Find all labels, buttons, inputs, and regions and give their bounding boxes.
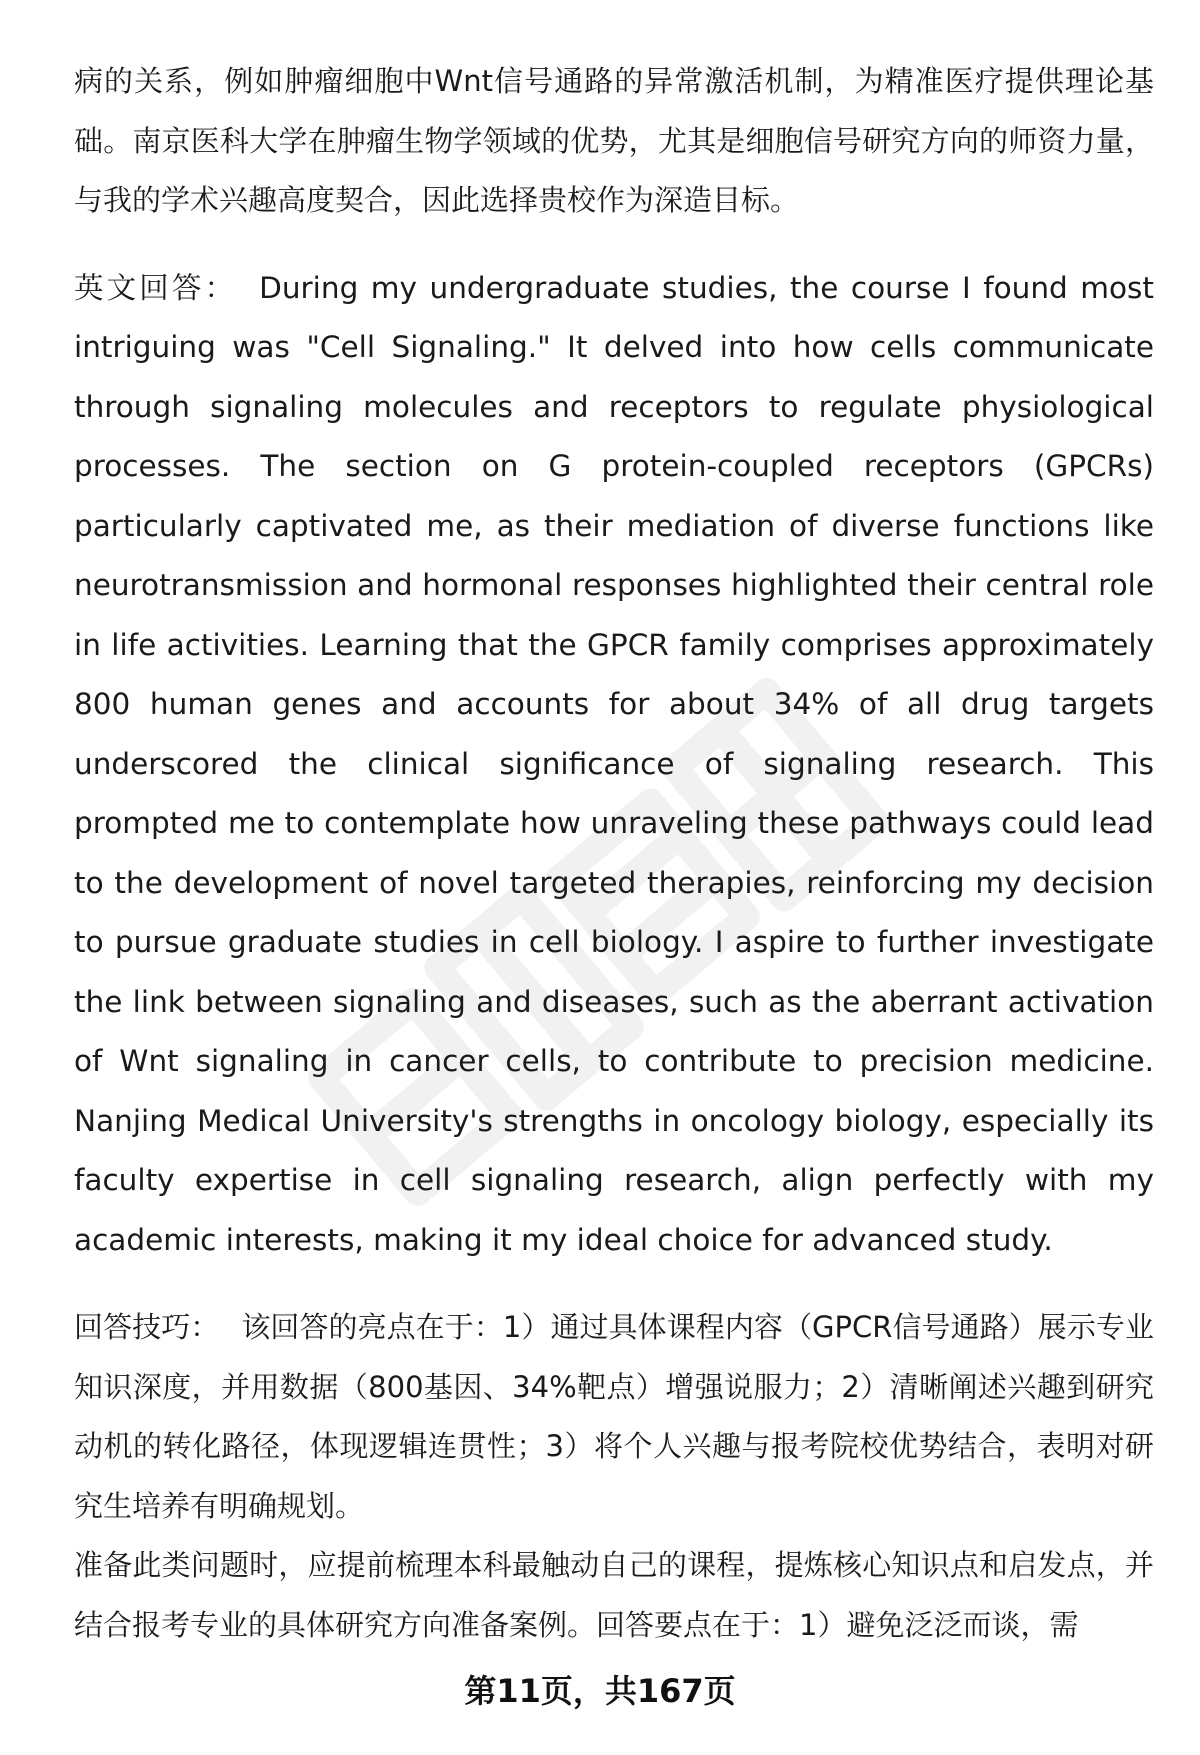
english-answer-label: 英文回答： xyxy=(74,270,238,305)
english-answer-paragraph xyxy=(74,259,1154,1271)
tips-paragraph xyxy=(74,1298,1154,1536)
tips-text: 该回答的亮点在于：1）通过具体课程内容（GPCR信号通路）展示专业知识深度，并用数据（800基因、34%靶点）增强说服力；2）清晰阐述兴趣到研究动机的转化路径，体现逻辑连贯性；3）将个人兴趣与报考院校优势结合，表明对研究生培养有明确规划。 xyxy=(74,1310,1154,1523)
preparation-paragraph: 准备此类问题时，应提前梳理本科最触动自己的课程，提炼核心知识点和启发点，并结合报考专业的具体研究方向准备案例。回答要点在于：1）避免泛泛而谈，需 xyxy=(74,1548,1154,1642)
page-number: 第11页，共167页 xyxy=(464,1672,736,1710)
intro-paragraph: 病的关系，例如肿瘤细胞中Wnt信号通路的异常激活机制，为精准医疗提供理论基础。南京医科大学在肿瘤生物学领域的优势，尤其是细胞信号研究方向的师资力量，与我的学术兴趣高度契合，因此选择贵校作为深造目标。 xyxy=(74,64,1154,217)
paragraph-spacer xyxy=(74,231,1154,259)
english-answer-text: During my undergraduate studies, the course I found most intriguing was "Cell Signaling." It delved into how cells communicate through signaling molecules and receptors to regulate physiological processes. The section on G protein-coupled receptors (GPCRs) particularly captivated me, as their mediation of diverse functions like neurotransmission and hormonal responses highlighted their central role in life activities. Learning that the GPCR family comprises approximately 800 human genes and accounts for about 34% of all drug targets underscored the clinical significance of signaling research. This prompted me to contemplate how unraveling these pathways could lead to the development of novel targeted therapies, reinforcing my decision to pursue graduate studies in cell biology. I aspire to further investigate the link between signaling and diseases, such as the aberrant activation of Wnt signaling in cancer cells, to contribute to precision medicine. Nanjing Medical University's strengths in oncology biology, especially its faculty expertise in cell signaling research, align perfectly with my academic interests, making it my ideal choice for advanced study. xyxy=(74,270,1154,1257)
tips-label: 回答技巧： xyxy=(74,1310,220,1344)
paragraph-spacer xyxy=(74,1270,1154,1298)
document-body xyxy=(74,52,1154,1655)
